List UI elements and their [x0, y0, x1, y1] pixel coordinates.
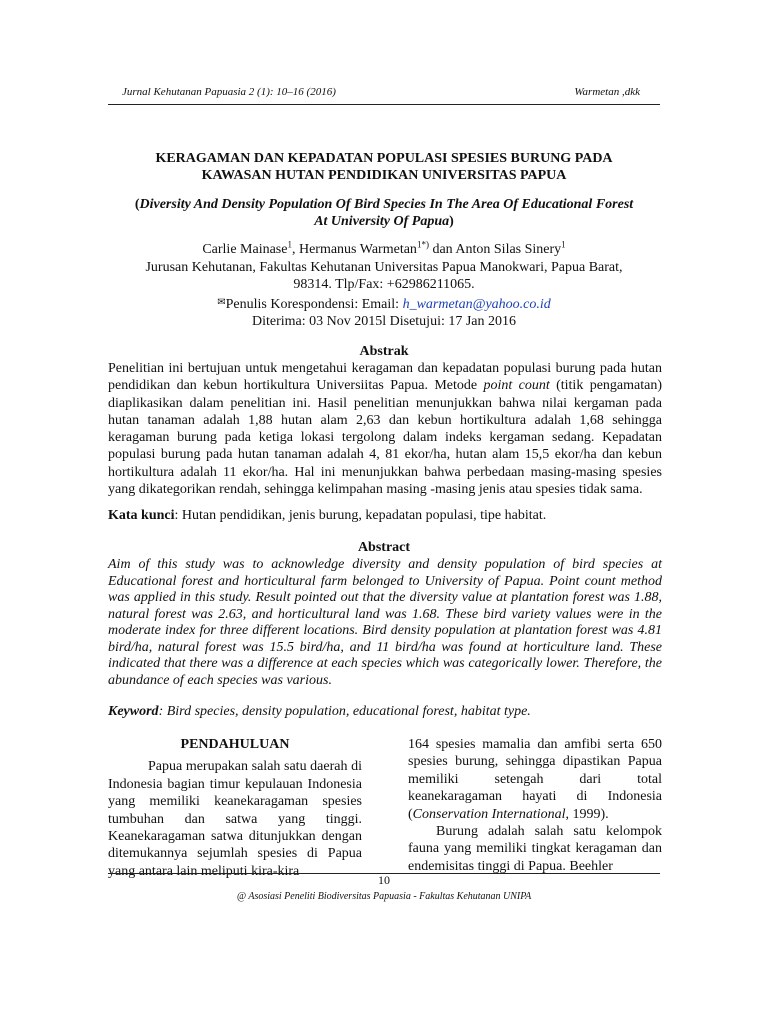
keyword-line [108, 703, 662, 720]
intro-right-column [408, 736, 662, 875]
running-author-header: Warmetan ,dkk [574, 86, 640, 98]
email-link[interactable]: h_warmetan@yahoo.co.id [402, 296, 551, 312]
kata-kunci-label: Kata kunci [108, 508, 175, 523]
kata-kunci-text: : Hutan pendidikan, jenis burung, kepadatan populasi, tipe habitat. [174, 508, 547, 523]
author-names [108, 241, 660, 259]
english-title-line-2 [108, 213, 660, 230]
intro-paragraph-1: Papua merupakan salah satu daerah di Indonesia bagian timur kepulauan Indonesia yang memiliki keanekaragaman spesies tumbuhan dan satwa yang tinggi. Keanekaragaman satwa ditunjukkan dengan ditemukannya sejumlah spesies di Papua yang antara lain meliputi kira-kira [108, 759, 362, 879]
affiliation-line-2: 98314. Tlp/Fax: +62986211065. [293, 277, 475, 292]
journal-citation-header: Jurnal Kehutanan Papuasia 2 (1): 10–16 (2016) [122, 86, 336, 98]
affiliation-line-1: Jurusan Kehutanan, Fakultas Kehutanan Universitas Papua Manokwari, Papua Barat, [145, 259, 623, 275]
author-and: dan [428, 242, 456, 257]
english-title-text-1: Diversity And Density Population Of Bird Species In The Area Of Educational Forest [139, 197, 634, 212]
footer-text: @ Asosiasi Peneliti Biodiversitas Papuasia - Fakultas Kehutanan UNIPA [236, 891, 532, 902]
author-3-affil: 1 [561, 239, 566, 250]
received-accepted-dates: Diterima: 03 Nov 2015l Disetujui: 17 Jan 2016 [251, 314, 517, 329]
abstrak-method-term: point count [483, 378, 550, 394]
correspondence-label: Penulis Korespondensi: Email: [225, 296, 403, 312]
envelope-icon: ✉ [217, 296, 226, 308]
english-title-line-1 [108, 196, 660, 213]
author-block [108, 241, 660, 331]
author-1: Carlie Mainase [202, 242, 288, 257]
abstrak-text-part-2: (titik pengamatan) diaplikasikan dalam penelitian ini. Hasil penelitian menunjukkan bahwa nilai kergaman pada hutan tanaman adalah 1,88 hutan alam 2,63 dan kebun hortikultura adalah 1,68 sehingga keragaman burung pada ketiga lokasi tergolong dalam indeks kergaman sedang. Kepadatan populasi burung pada hutan tanaman adalah 4, 81 ekor/ha, hutan alam 15,5 ekor/ha dan kebun hortikultura adalah 11 ekor/ha. Hal ini menunjukkan bahwa perbedaan masing-masing spesies yang dikategorikan rendah, sehingga kelimpahan masing -masing jenis atau spesies tidak sama. [108, 378, 662, 498]
abstract-heading: Abstract [357, 540, 411, 555]
paper-title-line-1: KERAGAMAN DAN KEPADATAN POPULASI SPESIES BURUNG PADA [155, 151, 613, 166]
intro-left-column [108, 736, 362, 880]
open-paren: ( [134, 197, 140, 212]
author-3: Anton Silas Sinery [455, 242, 562, 257]
section-heading-pendahuluan: PENDAHULUAN [180, 737, 290, 752]
page-number: 10 [378, 873, 390, 887]
abstrak-text-part-1: Penelitian ini bertujuan untuk mengetahui keragaman dan kepadatan populasi burung pada hutan pendidikan dan kebun hortikultura Universiitas Papua. Metode [108, 361, 662, 394]
citation-conservation-international: Conservation International [412, 806, 566, 822]
english-title [108, 196, 660, 230]
author-1-affil: 1 [287, 239, 292, 250]
english-title-text-2: At University Of Papua [314, 214, 450, 229]
abstract-body: Aim of this study was to acknowledge diversity and density population of bird species at Educational forest and horticultural farm belonged to University of Papua. Point count method was applied in this study. Result pointed out that the diversity value at plantation forest was 1.88, natural forest was 2.63, and horticultural land was 1.68. These bird variety values were in the moderate index for three different locations. Bird density population at plantation forest was 4.81 bird/ha, natural forest was 15.5 bird/ha, and 11 bird/ha was found at horticulture land. These indicated that there was a difference at each species which was categorically lower. Therefore, the abundance of each species was various. [108, 557, 662, 688]
intro-text-part-a: 164 spesies mamalia dan amfibi serta 650 spesies burung, sehingga dipastikan Papua memiliki setengah dari total keanekaragaman hayati di Indonesia ( [408, 737, 662, 822]
abstrak-body [108, 360, 662, 498]
author-2-affil: 1*) [416, 239, 429, 250]
paper-title-line-2: KAWASAN HUTAN PENDIDIKAN UNIVERSITAS PAPUA [201, 168, 567, 183]
author-separator: , [291, 242, 299, 257]
header-rule [108, 104, 660, 105]
paper-title [108, 150, 660, 184]
abstrak-heading: Abstrak [359, 344, 409, 359]
close-paren: ) [449, 214, 454, 229]
correspondence-line [108, 294, 660, 314]
intro-paragraph-2: Burung adalah salah satu kelompok fauna yang memiliki tingkat keragaman dan endemisitas tinggi di Papua. Beehler [408, 824, 662, 874]
keyword-label: Keyword [108, 704, 159, 719]
author-2: Hermanus Warmetan [298, 242, 417, 257]
keyword-text: : Bird species, density population, educational forest, habitat type. [158, 704, 531, 719]
intro-text-part-b: , 1999). [565, 806, 609, 822]
kata-kunci [108, 507, 662, 524]
intro-paragraph-1-continued [408, 736, 662, 823]
